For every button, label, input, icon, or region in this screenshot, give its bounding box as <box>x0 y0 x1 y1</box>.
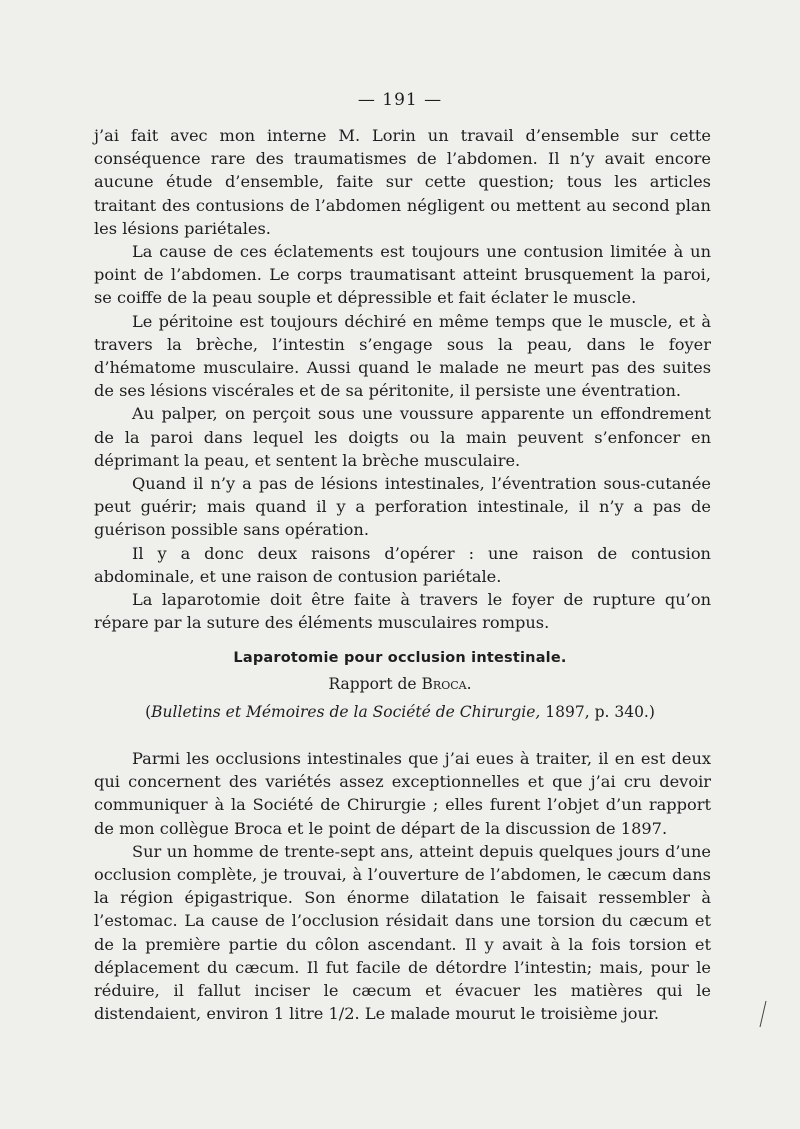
paragraph: Le péritoine est toujours déchiré en même temps que le muscle, et à travers la brèche, l’intestin s’engage sous la peau, dans le foyer d’hématome musculaire. Aussi quand le malade ne meurt pas des suites de ses lésions viscérales et de sa péritonite, il persiste une éventration. <box>94 311 711 401</box>
citation-open: ( <box>145 703 152 721</box>
citation-rest: 1897, p. 340.) <box>540 703 655 721</box>
report-author: Broca <box>421 675 467 693</box>
citation <box>0 703 800 721</box>
paragraph: La laparotomie doit être faite à travers le foyer de rupture qu’on répare par la suture des éléments musculaires rompus. <box>94 590 711 633</box>
report-line <box>0 675 800 693</box>
section-heading: Laparotomie pour occlusion intestinale. <box>233 650 567 666</box>
report-prefix: Rapport de <box>328 675 422 693</box>
paragraph: Il y a donc deux raisons d’opérer : une raison de contusion abdominale, et une raison de contusion pariétale. <box>94 543 711 586</box>
paragraph: Sur un homme de trente-sept ans, atteint depuis quelques jours d’une occlusion complète, je trouvai, à l’ouverture de l’abdomen, le cæcum dans la région épigastrique. Son énorme dilatation le faisait ressembler à l’estomac. La cause de l’occlusion résidait dans une torsion du cæcum et de la première partie du côlon ascendant. Il y avait à la fois torsion et déplacement du cæcum. Il fut facile de détordre l’intestin; mais, pour le réduire, il fallut inciser le cæcum et évacuer les matières qui le distendaient, environ 1 litre 1/2. Le malade mourut le troisième jour. <box>94 841 711 1024</box>
report-suffix: . <box>466 675 472 693</box>
section-text <box>94 747 711 1025</box>
citation-title: Bulletins et Mémoires de la Société de Chirurgie, <box>151 703 541 721</box>
intro-text <box>94 124 711 634</box>
paragraph: Parmi les occlusions intestinales que j’ai eues à traiter, il en est deux qui concernent des variétés assez exceptionnelles et que j’ai cru devoir communiquer à la Société de Chirurgie ; elles furent l’objet d’un rapport de mon collègue Broca et le point de départ de la discussion de 1897. <box>94 749 711 838</box>
margin-pencil-mark <box>758 1000 768 1028</box>
page-number: — 191 — <box>357 90 443 110</box>
paragraph: Quand il n’y a pas de lésions intestinales, l’éventration sous-cutanée peut guérir; mais quand il y a perforation intestinale, il n’y a pas de guérison possible sans opération. <box>94 474 711 540</box>
paragraph: La cause de ces éclatements est toujours une contusion limitée à un point de l’abdomen. Le corps traumatisant atteint brusquement la paroi, se coiffe de la peau souple et dépressible et fait éclater le muscle. <box>94 242 711 308</box>
paragraph: j’ai fait avec mon interne M. Lorin un travail d’ensemble sur cette conséquence rare des traumatismes de l’abdomen. Il n’y avait encore aucune étude d’ensemble, faite sur cette question; tous les articles traitant des contusions de l’abdomen négligent ou mettent au second plan les lésions pariétales. <box>94 126 711 238</box>
paragraph: Au palper, on perçoit sous une voussure apparente un effondrement de la paroi dans lequel les doigts ou la main peuvent s’enfoncer en déprimant la peau, et sentent la brèche musculaire. <box>94 404 711 470</box>
